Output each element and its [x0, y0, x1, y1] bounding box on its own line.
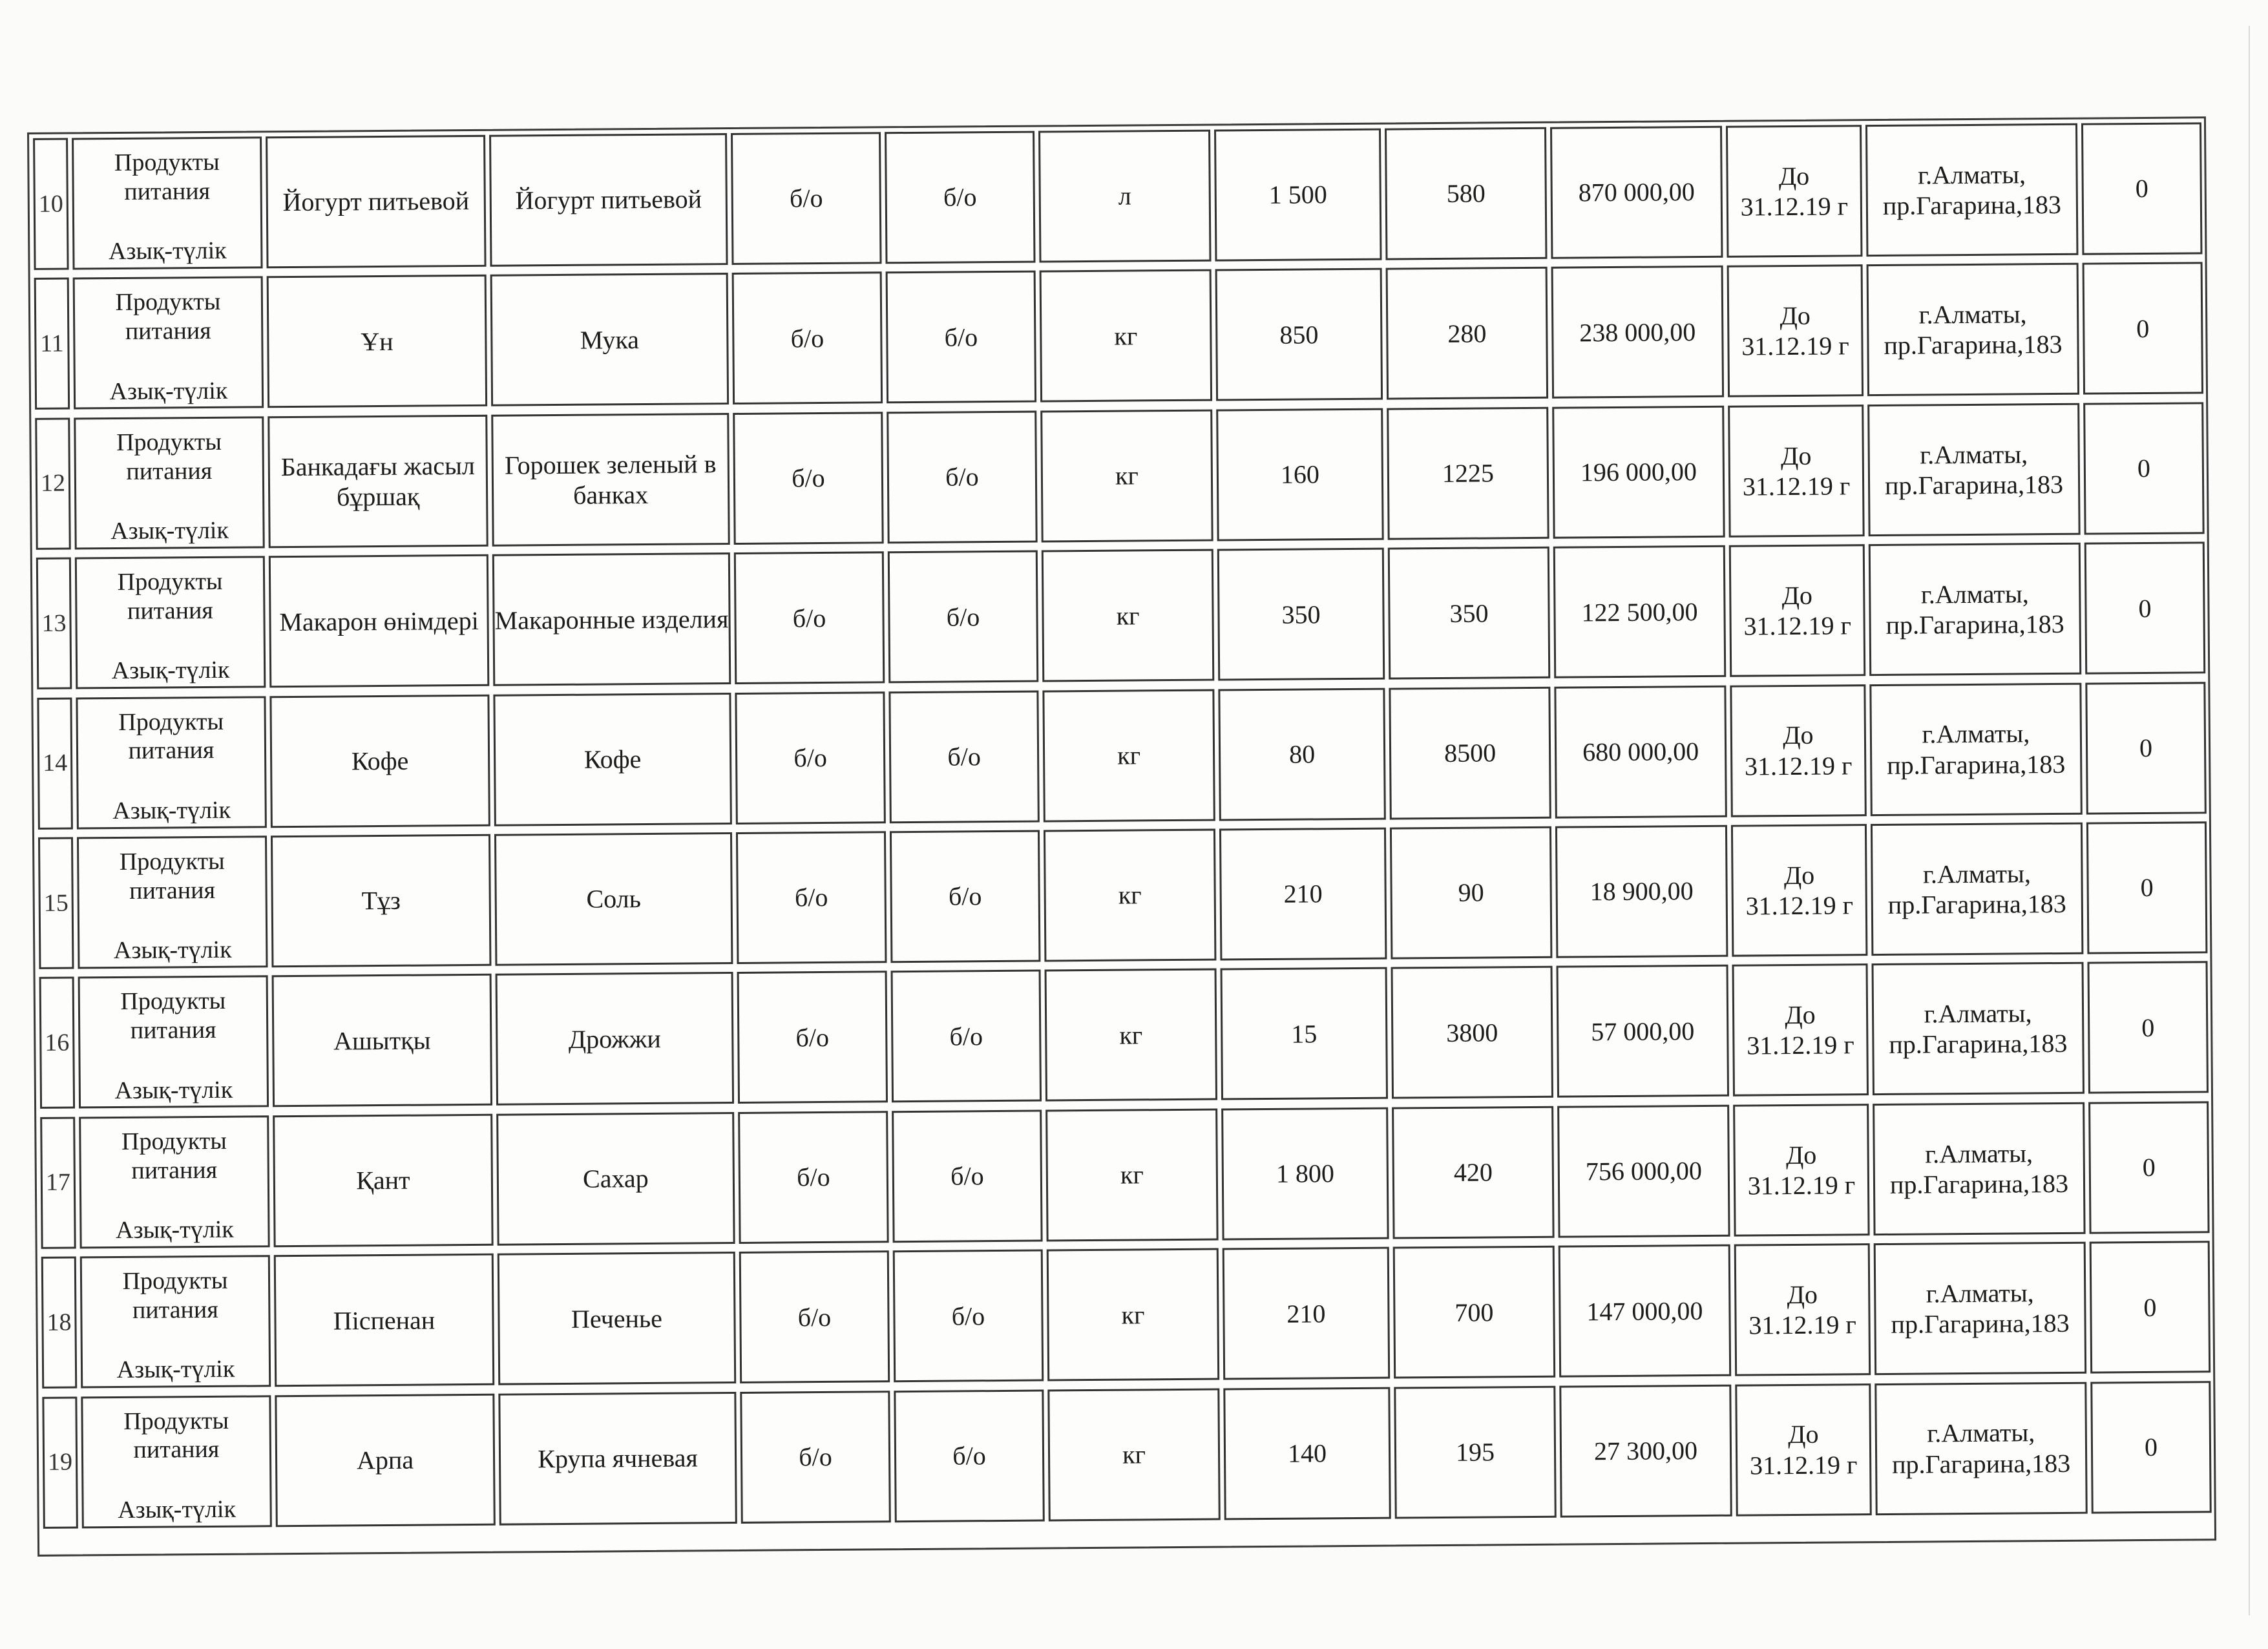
- name-russian: Кофе: [493, 693, 731, 826]
- category-line-2: питания: [125, 317, 211, 346]
- delivery-term-date: 31.12.19 г: [1743, 611, 1852, 641]
- column-b-value: б/о: [893, 1250, 1044, 1383]
- total-sum: 122 500,00: [1553, 545, 1726, 678]
- address-street: пр.Гагарина,183: [1891, 1308, 2070, 1339]
- category-line-2: питания: [124, 177, 211, 205]
- address-street: пр.Гагарина,183: [1889, 1168, 2069, 1199]
- address-street: пр.Гагарина,183: [1884, 330, 2063, 361]
- delivery-term-date: 31.12.19 г: [1749, 1449, 1858, 1480]
- address-street: пр.Гагарина,183: [1887, 888, 2066, 919]
- name-kazakh: Кофе: [269, 694, 490, 827]
- last-column-value: 0: [2083, 262, 2203, 395]
- column-a-value: б/о: [739, 1250, 890, 1383]
- delivery-term-prefix: До: [1780, 300, 1811, 331]
- table-row: [36, 958, 2211, 1113]
- delivery-term-date: 31.12.19 г: [1740, 191, 1849, 222]
- name-kazakh: Банкадағы жасыл бұршақ: [268, 415, 488, 548]
- name-kazakh: Арпа: [275, 1393, 495, 1526]
- total-sum: 680 000,00: [1554, 685, 1727, 818]
- table-row: [32, 538, 2208, 693]
- category-line-kz: Азық-түлік: [116, 1356, 235, 1384]
- name-russian: Соль: [494, 832, 733, 966]
- column-b-value: б/о: [891, 970, 1042, 1103]
- unit-of-measure: кг: [1044, 829, 1216, 962]
- unit-of-measure: л: [1038, 130, 1211, 263]
- name-russian: Горошек зеленый в банках: [491, 413, 730, 547]
- delivery-address: [1869, 543, 2081, 676]
- delivery-term-prefix: До: [1787, 1279, 1818, 1310]
- category-line-1: Продукты: [117, 567, 223, 596]
- category-line-1: Продукты: [115, 288, 221, 317]
- category-cell: [74, 416, 264, 549]
- delivery-address: [1872, 962, 2084, 1095]
- address-city: г.Алматы,: [1927, 1418, 2035, 1448]
- row-number: 14: [37, 697, 72, 829]
- delivery-term-date: 31.12.19 г: [1745, 890, 1854, 921]
- category-line-1: Продукты: [116, 428, 222, 456]
- column-b-value: б/о: [888, 690, 1039, 823]
- quantity: 210: [1219, 828, 1387, 961]
- unit-price: 700: [1393, 1246, 1555, 1379]
- table-row: [38, 1377, 2214, 1533]
- name-russian: Йогурт питьевой: [489, 133, 728, 267]
- column-a-value: б/о: [731, 132, 881, 265]
- address-city: г.Алматы,: [1918, 299, 2027, 330]
- address-street: пр.Гагарина,183: [1889, 1029, 2068, 1060]
- address-street: пр.Гагарина,183: [1885, 609, 2064, 640]
- category-cell: [80, 1255, 271, 1388]
- row-number: 10: [33, 138, 68, 270]
- table-row: [31, 398, 2207, 554]
- category-line-2: питания: [126, 457, 213, 485]
- last-column-value: 0: [2084, 542, 2205, 675]
- address-street: пр.Гагарина,183: [1892, 1448, 2071, 1479]
- delivery-term-date: 31.12.19 г: [1742, 471, 1851, 501]
- column-b-value: б/о: [888, 551, 1038, 684]
- row-number: 17: [40, 1117, 76, 1248]
- delivery-term-prefix: До: [1783, 720, 1814, 750]
- delivery-address: [1867, 403, 2080, 536]
- unit-price: 280: [1386, 267, 1548, 400]
- row-number: 16: [39, 977, 75, 1109]
- column-b-value: б/о: [886, 271, 1036, 404]
- unit-price: 3800: [1391, 966, 1553, 1099]
- unit-of-measure: кг: [1040, 409, 1213, 542]
- delivery-term-prefix: До: [1785, 1140, 1817, 1170]
- delivery-term-date: 31.12.19 г: [1748, 1310, 1856, 1340]
- unit-of-measure: кг: [1047, 1388, 1220, 1521]
- category-line-kz: Азық-түлік: [115, 1215, 234, 1245]
- category-line-1: Продукты: [122, 1266, 228, 1296]
- category-line-2: питания: [129, 876, 216, 905]
- address-city: г.Алматы,: [1920, 579, 2029, 609]
- category-line-2: питания: [127, 596, 213, 625]
- address-city: г.Алматы,: [1924, 998, 2032, 1029]
- total-sum: 27 300,00: [1559, 1384, 1732, 1517]
- delivery-term: [1729, 544, 1865, 677]
- category-line-kz: Азық-түлік: [111, 656, 230, 685]
- category-cell: [72, 136, 262, 269]
- column-a-value: б/о: [736, 831, 887, 964]
- quantity: 15: [1221, 967, 1388, 1100]
- delivery-term-date: 31.12.19 г: [1744, 750, 1853, 781]
- quantity: 1 800: [1221, 1107, 1389, 1240]
- delivery-term-prefix: До: [1785, 1000, 1816, 1030]
- delivery-term: [1734, 1243, 1871, 1376]
- name-kazakh: Қант: [273, 1114, 493, 1247]
- column-a-value: б/о: [737, 971, 888, 1104]
- category-cell: [77, 835, 268, 969]
- quantity: 1 500: [1214, 129, 1381, 262]
- category-line-kz: Азық-түлік: [112, 796, 231, 824]
- name-russian: Дрожжи: [496, 972, 734, 1106]
- name-russian: Крупа ячневая: [498, 1392, 737, 1526]
- category-line-kz: Азық-түлік: [118, 1495, 236, 1524]
- address-city: г.Алматы,: [1922, 859, 2032, 889]
- column-a-value: б/о: [735, 691, 885, 824]
- column-b-value: б/о: [887, 410, 1037, 543]
- category-line-2: питания: [132, 1296, 218, 1324]
- quantity: 210: [1223, 1247, 1390, 1380]
- procurement-table: [27, 116, 2216, 1557]
- delivery-address: [1874, 1242, 2086, 1375]
- address-street: пр.Гагарина,183: [1887, 749, 2066, 780]
- name-russian: Макаронные изделия: [492, 552, 731, 686]
- quantity: 350: [1217, 548, 1385, 681]
- delivery-term-prefix: До: [1783, 860, 1815, 890]
- address-street: пр.Гагарина,183: [1882, 189, 2062, 220]
- quantity: 140: [1223, 1387, 1391, 1520]
- unit-price: 350: [1388, 547, 1550, 680]
- delivery-term-date: 31.12.19 г: [1741, 331, 1849, 361]
- total-sum: 147 000,00: [1559, 1245, 1731, 1378]
- category-line-2: питания: [133, 1436, 220, 1464]
- delivery-address: [1867, 263, 2079, 396]
- column-b-value: б/о: [890, 830, 1040, 963]
- delivery-term-prefix: До: [1788, 1420, 1819, 1449]
- unit-of-measure: кг: [1042, 549, 1214, 682]
- row-number: 18: [41, 1257, 77, 1389]
- address-city: г.Алматы,: [1920, 439, 2028, 470]
- column-b-value: б/о: [885, 131, 1035, 264]
- unit-of-measure: кг: [1045, 1108, 1218, 1241]
- name-kazakh: Тұз: [271, 834, 491, 967]
- unit-price: 90: [1390, 826, 1552, 960]
- quantity: 80: [1218, 688, 1385, 821]
- table-row: [34, 817, 2210, 973]
- quantity: 850: [1215, 268, 1383, 401]
- table-row: [36, 1097, 2212, 1253]
- delivery-term: [1730, 684, 1866, 817]
- column-a-value: б/о: [734, 551, 885, 684]
- category-line-1: Продукты: [120, 987, 226, 1016]
- address-city: г.Алматы,: [1925, 1138, 2033, 1169]
- row-number: 11: [34, 278, 70, 410]
- column-a-value: б/о: [740, 1391, 890, 1524]
- column-a-value: б/о: [732, 272, 883, 405]
- delivery-address: [1874, 1381, 2087, 1515]
- category-line-kz: Азық-түлік: [108, 236, 227, 266]
- last-column-value: 0: [2087, 961, 2208, 1094]
- unit-price: 1225: [1387, 407, 1549, 540]
- category-cell: [76, 696, 266, 829]
- category-cell: [79, 1115, 269, 1248]
- quantity: 160: [1216, 408, 1383, 541]
- delivery-term: [1726, 125, 1862, 258]
- name-kazakh: Ұн: [267, 275, 487, 408]
- name-kazakh: Макарон өнімдері: [269, 554, 489, 688]
- address-city: г.Алматы,: [1917, 160, 2026, 190]
- category-line-kz: Азық-түлік: [113, 936, 232, 965]
- delivery-term: [1727, 265, 1864, 398]
- name-russian: Печенье: [498, 1252, 736, 1385]
- category-line-1: Продукты: [121, 1127, 227, 1155]
- unit-price: 195: [1394, 1385, 1556, 1518]
- table-row: [37, 1237, 2213, 1392]
- row-number: 19: [42, 1396, 78, 1528]
- total-sum: 57 000,00: [1557, 965, 1729, 1098]
- delivery-address: [1865, 123, 2078, 257]
- name-russian: Сахар: [496, 1112, 735, 1246]
- category-line-kz: Азық-түлік: [114, 1076, 233, 1104]
- name-kazakh: Йогурт питьевой: [266, 135, 486, 268]
- row-number: 13: [36, 558, 72, 689]
- delivery-term-date: 31.12.19 г: [1747, 1170, 1856, 1201]
- column-b-value: б/о: [894, 1389, 1044, 1522]
- category-line-1: Продукты: [119, 847, 225, 876]
- delivery-term-prefix: До: [1778, 161, 1810, 191]
- column-a-value: б/о: [733, 412, 883, 545]
- delivery-term: [1728, 404, 1864, 538]
- delivery-term-prefix: До: [1780, 441, 1812, 470]
- unit-price: 420: [1392, 1106, 1554, 1239]
- category-line-1: Продукты: [118, 708, 224, 736]
- total-sum: 18 900,00: [1555, 825, 1728, 958]
- delivery-term: [1735, 1383, 1871, 1517]
- table-row: [30, 258, 2206, 414]
- category-cell: [75, 556, 266, 689]
- delivery-address: [1869, 682, 2082, 815]
- unit-of-measure: кг: [1045, 969, 1217, 1102]
- column-b-value: б/о: [892, 1109, 1042, 1243]
- table-row: [33, 678, 2209, 834]
- total-sum: 870 000,00: [1550, 126, 1723, 259]
- last-column-value: 0: [2090, 1381, 2211, 1513]
- delivery-term-prefix: До: [1781, 580, 1813, 611]
- total-sum: 756 000,00: [1557, 1105, 1730, 1238]
- last-column-value: 0: [2090, 1241, 2210, 1373]
- delivery-address: [1871, 823, 2083, 956]
- name-kazakh: Піспенан: [274, 1254, 494, 1387]
- total-sum: 238 000,00: [1551, 266, 1724, 399]
- category-cell: [73, 277, 264, 410]
- scan-edge-line: [2249, 26, 2250, 1615]
- address-street: пр.Гагарина,183: [1884, 469, 2064, 500]
- name-kazakh: Ашытқы: [272, 974, 492, 1107]
- category-line-2: питания: [131, 1156, 218, 1184]
- unit-price: 8500: [1389, 686, 1551, 819]
- unit-of-measure: кг: [1042, 689, 1215, 822]
- last-column-value: 0: [2088, 1101, 2209, 1234]
- last-column-value: 0: [2085, 682, 2206, 814]
- address-city: г.Алматы,: [1922, 719, 2030, 749]
- delivery-term-date: 31.12.19 г: [1747, 1030, 1854, 1060]
- category-cell: [78, 976, 269, 1109]
- delivery-term: [1733, 1104, 1869, 1237]
- delivery-address: [1873, 1102, 2085, 1235]
- row-number: 15: [38, 837, 74, 969]
- category-cell: [81, 1395, 271, 1528]
- category-line-1: Продукты: [123, 1407, 229, 1435]
- address-city: г.Алматы,: [1926, 1278, 2034, 1308]
- category-line-1: Продукты: [114, 148, 220, 177]
- unit-of-measure: кг: [1047, 1248, 1219, 1381]
- total-sum: 196 000,00: [1552, 406, 1725, 539]
- delivery-term: [1731, 824, 1867, 957]
- category-line-2: питания: [128, 737, 215, 765]
- row-number: 12: [35, 417, 70, 549]
- category-line-2: питания: [130, 1016, 216, 1045]
- column-a-value: б/о: [738, 1111, 888, 1244]
- unit-price: 580: [1385, 127, 1547, 260]
- name-russian: Мука: [490, 273, 729, 406]
- table-row: [29, 118, 2205, 274]
- category-line-kz: Азық-түлік: [110, 516, 229, 545]
- last-column-value: 0: [2086, 821, 2207, 954]
- category-line-kz: Азық-түлік: [109, 377, 228, 405]
- last-column-value: 0: [2081, 122, 2202, 255]
- unit-of-measure: кг: [1040, 269, 1212, 403]
- delivery-term: [1732, 964, 1869, 1097]
- last-column-value: 0: [2083, 402, 2204, 534]
